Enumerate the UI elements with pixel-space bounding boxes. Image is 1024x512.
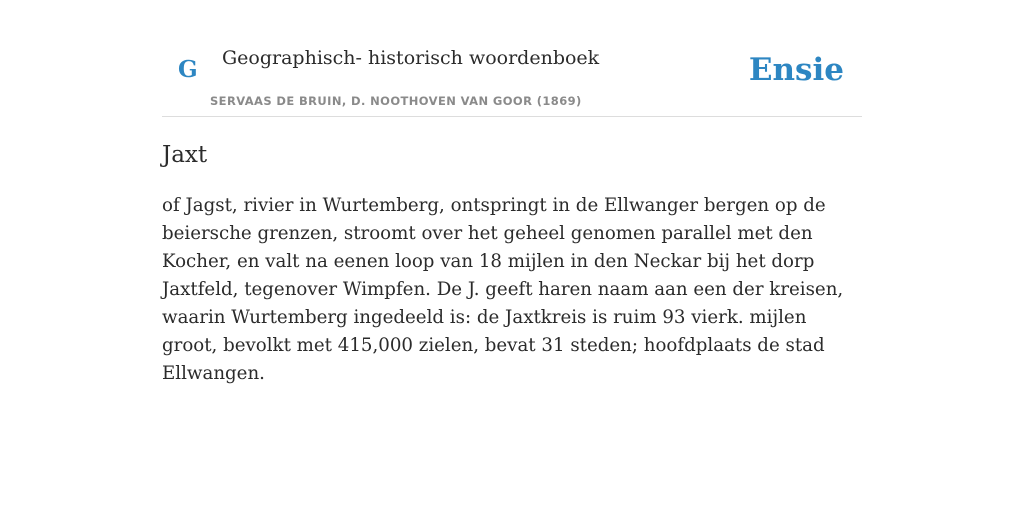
entry-body: of Jagst, rivier in Wurtemberg, ontspringt in de Ellwanger bergen op de beiersche grenzen, stroomt over het geheel genomen parallel met den Kocher, en valt na eenen loop van 18 mijlen in den Neckar bij het dorp Jaxtfeld, tegenover Wimpfen. De J. geeft haren naam aan een der kreisen, waarin Wurtemberg ingedeeld is: de Jaxtkreis is ruim 93 vierk. mijlen groot, bevolkt met 415,000 zielen, bevat 31 steden; hoofdplaats de stad Ellwangen.: [162, 195, 844, 384]
book-author-meta: SERVAAS DE BRUIN, D. NOOTHOVEN VAN GOOR (1869): [210, 94, 582, 108]
book-logo-icon[interactable]: G: [178, 56, 198, 83]
book-title[interactable]: Geographisch- historisch woordenboek: [222, 47, 600, 69]
book-header: [162, 0, 862, 117]
entry-title: Jaxt: [162, 142, 208, 168]
ensie-logo[interactable]: Ensie: [748, 52, 844, 88]
